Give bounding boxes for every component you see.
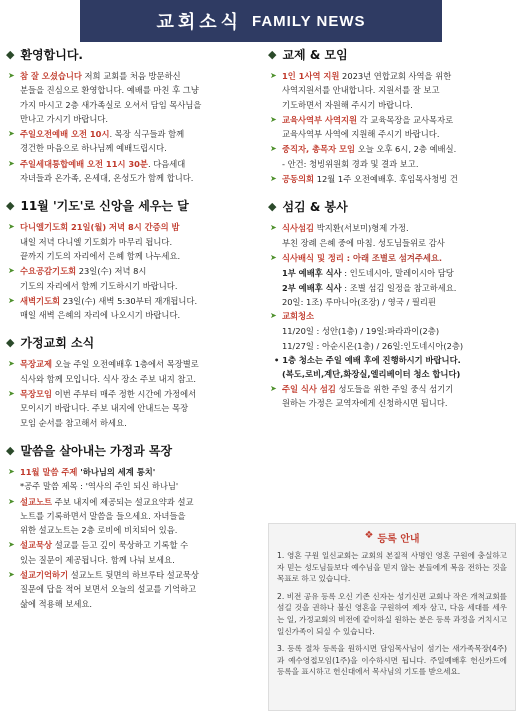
- right-column: [268, 46, 518, 422]
- item-line: 기도하면서 자원해 주시기 바랍니다.: [282, 99, 413, 110]
- item-line: 기도의 자리에서 함께 기도하시기 바랍니다.: [20, 280, 178, 291]
- left-column: [6, 46, 258, 623]
- header-title-ko: 교회소식: [156, 12, 243, 33]
- service-title: [268, 198, 518, 215]
- meal-label: 1부 예배후 식사: [282, 268, 342, 279]
- item-text: 박지환(서보미)형제 가정.: [314, 223, 409, 234]
- clean-note-1: • 1층 청소는 주일 예배 후에 진행하시기 바랍니다.: [274, 355, 461, 366]
- arrow-icon: ➤: [8, 222, 15, 232]
- welcome-section: [6, 46, 258, 185]
- clean-line-2: 11/27일 : 아순시온(1층) / 26일:인도네시아(2층): [282, 340, 464, 351]
- item-text: 2023년 연합교회 사역을 위한: [339, 71, 452, 81]
- item-highlight: 설교기억하기: [20, 570, 69, 581]
- item-highlight: 식사섬김: [282, 223, 315, 234]
- clean-item: [268, 309, 518, 323]
- registration-title-text: 등록 안내: [377, 534, 420, 545]
- item-line: 내일 저녁 다니엘 기도회가 마무리 됩니다.: [20, 236, 173, 247]
- faith-title-text: 11월 '기도'로 신앙을 세우는 달: [20, 199, 189, 214]
- item-highlight: 주일오전예배 오전 10시: [20, 129, 110, 140]
- item-line: 노트를 기록하면서 말씀을 들으세요. 자녀들을: [20, 510, 186, 521]
- item-line: 질문에 답을 적어 보면서 오늘의 설교를 기억하고: [20, 584, 197, 595]
- service-item-1: [268, 221, 518, 250]
- service-extra-item: [268, 382, 518, 411]
- meal-row-3: 20일: 1조) 루마니아(조장) / 영국 / 필리핀: [282, 296, 436, 307]
- item-highlight: 목장교제: [20, 359, 53, 370]
- item-text: 12월 1주 오전예배후. 후임목사청빙 건: [314, 174, 458, 185]
- item-highlight: 공동의회: [282, 174, 315, 185]
- meal-row-1: [268, 266, 518, 280]
- registration-p1: 1. 영혼 구원 일신교회는 교회의 본질적 사명인 영혼 구원에 충실하고자 믿는 성도님들보다 예수님을 믿지 않는 분들에게 복음 전하는 것을 목표로 하고 있습니다.: [277, 551, 507, 584]
- header-title-en: FAMILY NEWS: [252, 12, 366, 30]
- registration-p3: 3. 등록 절차 등록을 원하시면 담임목사님이 섬기는 새가족목장(4주)과 예수영접모임(1주)을 이수하시면 됩니다. 주일예배후 헌신카드에 등록을 표시하고 헌신대에서 목사님의 기도를 받으세요.: [277, 644, 507, 677]
- item-line: 부친 장례 은혜 중에 마침. 성도님들위로 감사: [282, 237, 445, 248]
- arrow-icon: ➤: [8, 71, 15, 80]
- arrow-icon: ➤: [270, 383, 277, 393]
- item-text: . 다음세대: [147, 158, 186, 169]
- item-line: 매일 새벽 은혜의 자리에 나오시기 바랍니다.: [20, 310, 181, 321]
- item-text: 오늘 오후 6시, 2층 예배실.: [355, 144, 457, 155]
- item-text: : 아래 조별로 섬겨주세요.: [343, 252, 443, 263]
- fellowship-item-4: [268, 172, 518, 186]
- word-item-1: [6, 465, 258, 494]
- item-line: 가지 마시고 2층 새가족실로 오셔서 담임 목사님을: [20, 99, 202, 110]
- item-highlight: 교육사역부 사역지원: [282, 114, 358, 125]
- item-highlight: 설교노트: [20, 496, 53, 507]
- arrow-icon: ➤: [8, 295, 15, 305]
- item-text: 설교노트 뒷면의 하브루타 설교묵상: [68, 570, 199, 581]
- word-item-4: [6, 568, 258, 611]
- item-text: 23일(수) 새벽 5:30부터 재개됩니다.: [60, 295, 198, 306]
- item-highlight: 수요공감기도회: [20, 266, 77, 277]
- arrow-icon: ➤: [8, 570, 15, 580]
- fellowship-title: [268, 46, 518, 63]
- diamond-icon: ❖: [364, 530, 374, 541]
- item-text: 이번 주부터 매주 정한 시간에 가정에서: [52, 389, 197, 400]
- item-line: 경건한 마음으로 하나님께 예배드립시다.: [20, 143, 167, 154]
- home-section: [6, 334, 258, 429]
- item-text: 23일(수) 저녁 8시: [76, 266, 147, 277]
- word-section: [6, 442, 258, 611]
- item-line: 분들을 진심으로 환영합니다. 예배를 마친 후 그냥: [20, 85, 199, 96]
- meal-text: : 인도네시아, 말레이시아 담당: [341, 268, 454, 279]
- meal-label: 2부 예배후 식사: [282, 282, 342, 293]
- item-line: 위한 설교노트는 2층 로비에 비치되어 있음.: [20, 525, 178, 536]
- faith-item-2: [6, 264, 258, 293]
- arrow-icon: ➤: [8, 266, 15, 276]
- arrow-icon: ➤: [8, 389, 15, 399]
- item-text: 각 교육목장을 교사목자로: [357, 114, 454, 125]
- registration-box: [268, 523, 516, 711]
- meal-text: : 조별 섬김 일정을 참고하세요.: [341, 282, 457, 293]
- clean-note-2: (복도,로비,계단,화장실,엘리베이터 청소 합니다): [282, 369, 461, 380]
- arrow-icon: ➤: [8, 496, 15, 506]
- item-text: 성도들을 위한 주일 중식 섬기기: [335, 383, 454, 394]
- fellowship-item-3: [268, 142, 518, 171]
- faith-title: [6, 197, 258, 214]
- arrow-icon: ➤: [8, 129, 15, 139]
- arrow-icon: ➤: [270, 223, 277, 233]
- item-highlight: 주일세대통합예배 오전 11시 30분: [20, 158, 148, 169]
- home-title: [6, 334, 258, 351]
- item-highlight: 식사배식 및 정리: [282, 252, 344, 263]
- item-highlight: 1인 1사역 지원: [282, 71, 340, 81]
- arrow-icon: ➤: [8, 158, 15, 168]
- registration-p2: 2. 비전 공유 등록 오신 기존 신자는 성기신편 교회나 작은 개척교회를 섬길 것을 권하나 불신 영혼을 구원하여 제자 삼고, 다음 세대를 세우는 일, 가정교회의 비전에 같이하실 원하는 분은 등록 과정을 거치시고 일신가족이 되실 수 있습니다.: [277, 591, 507, 636]
- word-item-3: [6, 538, 258, 567]
- diamond-icon: ◆: [6, 336, 15, 350]
- item-line: 자녀들과 온가족, 온세대, 온성도가 함께 합니다.: [20, 173, 194, 184]
- arrow-icon: ➤: [270, 174, 277, 184]
- item-text: 설교를 듣고 깊이 묵상하고 기록할 수: [52, 540, 189, 551]
- diamond-icon: ◆: [268, 200, 277, 214]
- item-text: . 목장 식구들과 함께: [109, 129, 185, 140]
- word-item-2: [6, 495, 258, 538]
- item-line: 원하는 가정은 교역자에게 신청하시면 됩니다.: [282, 397, 448, 408]
- clean-line-1: 11/20일 : 성안(1층) / 19일:파라과이(2층): [282, 326, 440, 337]
- welcome-item-3: [6, 157, 258, 186]
- item-highlight: 교회청소: [282, 311, 315, 322]
- arrow-icon: ➤: [8, 466, 15, 476]
- diamond-icon: ◆: [6, 443, 15, 457]
- home-item-1: [6, 357, 258, 386]
- item-highlight: 11월 말씀 주제: [20, 466, 78, 477]
- home-title-text: 가정교회 소식: [20, 336, 95, 351]
- diamond-icon: ◆: [6, 48, 15, 61]
- item-highlight: 새벽기도회: [20, 295, 61, 306]
- meal-row-2: [268, 281, 518, 295]
- welcome-title: [6, 46, 258, 63]
- item-line: 만나고 가시기 바랍니다.: [20, 113, 109, 124]
- fellowship-section: [268, 46, 518, 186]
- news-header: [80, 0, 442, 42]
- item-highlight: 주일 식사 섬김: [282, 383, 336, 394]
- arrow-icon: ➤: [8, 359, 15, 369]
- service-section: [268, 198, 518, 410]
- item-line: 교육사역부 사역에 지원해 주시기 바랍니다.: [282, 129, 440, 140]
- fellowship-item-1: [268, 69, 518, 112]
- item-line: 끝까지 기도의 자리에서 은혜 함께 나누세요.: [20, 250, 181, 261]
- service-item-2: [268, 251, 518, 265]
- item-line: *공주 말씀 제목 : '역사의 주인 되신 하나님': [20, 481, 179, 492]
- arrow-icon: ➤: [270, 311, 277, 321]
- service-title-text: 섬김 & 봉사: [282, 200, 348, 215]
- faith-section: [6, 197, 258, 322]
- arrow-icon: ➤: [270, 252, 277, 262]
- registration-title: [277, 530, 507, 545]
- item-line: 삶에 적용해 보세요.: [20, 598, 93, 609]
- item-highlight: 다니엘기도회 21일(월) 저녁 8시 간증의 밤: [20, 222, 180, 233]
- diamond-icon: ◆: [268, 48, 277, 61]
- faith-item-3: [6, 294, 258, 323]
- fellowship-item-2: [268, 113, 518, 142]
- item-line: 모이시기 바랍니다. 주보 내지에 안내드는 목장: [20, 403, 189, 414]
- welcome-item-2: [6, 127, 258, 156]
- item-text: 저희 교회를 처음 방문하신: [81, 71, 181, 81]
- welcome-title-text: 환영합니다.: [20, 48, 83, 62]
- item-line: 사역지원서를 안내합니다. 지원서를 잘 보고: [282, 85, 440, 96]
- faith-item-1: [6, 220, 258, 263]
- item-line: 식사와 함께 모입니다. 식사 장소 주보 내지 참고.: [20, 373, 197, 384]
- item-line: 있는 질문이 제공됩니다. 함께 나눠 보세요.: [20, 554, 175, 565]
- item-highlight: 참 잘 오셨습니다: [20, 71, 82, 81]
- item-text: 오늘 주일 오전예배후 1층에서 목장별로: [52, 359, 199, 370]
- item-highlight: 목장모임: [20, 389, 53, 400]
- item-text: '하나님의 세계 통치': [77, 466, 156, 477]
- arrow-icon: ➤: [270, 144, 277, 154]
- arrow-icon: ➤: [8, 540, 15, 550]
- arrow-icon: ➤: [270, 71, 277, 80]
- item-highlight: 중직자, 총목자 모임: [282, 144, 356, 155]
- welcome-item-1: [6, 69, 258, 126]
- word-title: [6, 442, 258, 459]
- diamond-icon: ◆: [6, 199, 15, 213]
- item-highlight: 설교묵상: [20, 540, 53, 551]
- item-text: 주보 내지에 제공되는 설교요약과 설교: [52, 496, 194, 507]
- fellowship-title-text: 교제 & 모임: [282, 48, 348, 62]
- item-line: - 안건: 청빙위원회 경과 및 결과 보고.: [282, 158, 419, 169]
- item-line: 모임 순서를 참고해서 하세요.: [20, 417, 127, 428]
- home-item-2: [6, 387, 258, 430]
- word-title-text: 말씀을 살아내는 가정과 목장: [20, 443, 173, 458]
- arrow-icon: ➤: [270, 114, 277, 124]
